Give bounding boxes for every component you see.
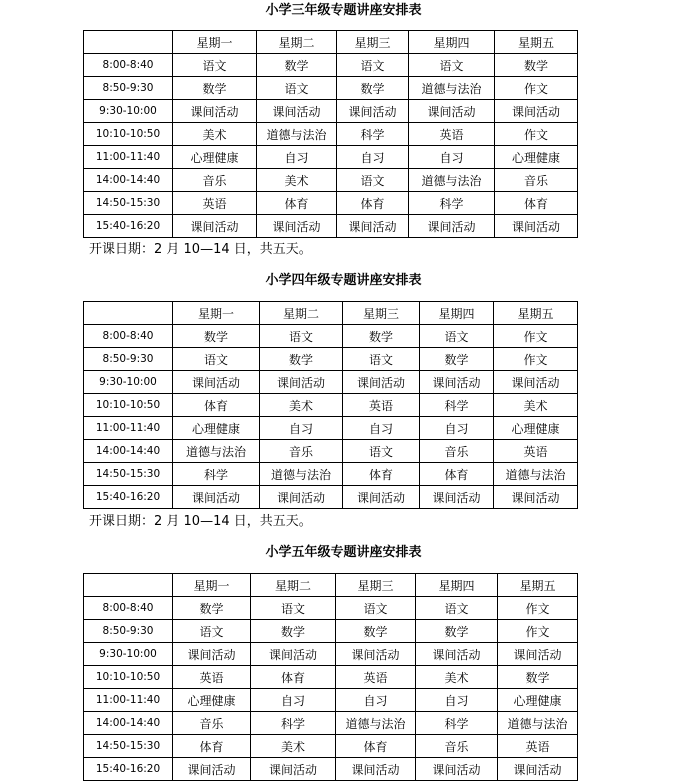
subject-cell: 体育	[495, 192, 578, 215]
table-title-grade4: 小学四年级专题讲座安排表	[265, 273, 422, 288]
subject-cell: 课间活动	[251, 758, 336, 781]
subject-cell: 自习	[260, 417, 343, 440]
header-day: 星期二	[260, 302, 343, 325]
subject-cell: 心理健康	[494, 417, 578, 440]
subject-cell: 作文	[498, 597, 578, 620]
subject-cell: 体育	[337, 192, 409, 215]
subject-cell: 语文	[337, 54, 409, 77]
subject-cell: 自习	[336, 689, 416, 712]
subject-cell: 数学	[337, 77, 409, 100]
subject-cell: 语文	[251, 597, 336, 620]
subject-cell: 作文	[495, 123, 578, 146]
subject-cell: 课间活动	[494, 486, 578, 509]
subject-cell: 体育	[336, 735, 416, 758]
time-cell: 14:50-15:30	[84, 192, 173, 215]
time-cell: 15:40-16:20	[84, 486, 173, 509]
subject-cell: 美术	[257, 169, 337, 192]
subject-cell: 自习	[251, 689, 336, 712]
subject-cell: 语文	[343, 348, 420, 371]
subject-cell: 道德与法治	[336, 712, 416, 735]
time-cell: 15:40-16:20	[84, 215, 173, 238]
subject-cell: 音乐	[416, 735, 498, 758]
table-row	[84, 417, 578, 440]
subject-cell: 音乐	[260, 440, 343, 463]
header-day: 星期一	[173, 31, 257, 54]
schedule-table-grade5	[83, 573, 578, 781]
subject-cell: 体育	[251, 666, 336, 689]
subject-cell: 课间活动	[420, 371, 494, 394]
table-row	[84, 666, 578, 689]
subject-cell: 课间活动	[336, 758, 416, 781]
table-row	[84, 643, 578, 666]
subject-cell: 课间活动	[257, 100, 337, 123]
subject-cell: 道德与法治	[409, 169, 495, 192]
subject-cell: 心理健康	[173, 146, 257, 169]
time-cell: 9:30-10:00	[84, 643, 173, 666]
subject-cell: 自习	[257, 146, 337, 169]
subject-cell: 课间活动	[173, 758, 251, 781]
subject-cell: 数学	[257, 54, 337, 77]
subject-cell: 美术	[251, 735, 336, 758]
table-row	[84, 620, 578, 643]
subject-cell: 音乐	[495, 169, 578, 192]
time-cell: 8:50-9:30	[84, 348, 173, 371]
time-cell: 15:40-16:20	[84, 758, 173, 781]
course-date-note: 开课日期：2 月 10—14 日，共五天。	[89, 514, 312, 529]
subject-cell: 语文	[343, 440, 420, 463]
header-corner	[84, 574, 173, 597]
table-title-grade5: 小学五年级专题讲座安排表	[265, 545, 422, 560]
table-title-grade3: 小学三年级专题讲座安排表	[265, 3, 422, 18]
subject-cell: 课间活动	[495, 215, 578, 238]
time-cell: 11:00-11:40	[84, 146, 173, 169]
header-corner	[84, 302, 173, 325]
time-cell: 14:00-14:40	[84, 712, 173, 735]
time-cell: 11:00-11:40	[84, 689, 173, 712]
subject-cell: 课间活动	[343, 371, 420, 394]
table-row	[84, 486, 578, 509]
time-cell: 14:50-15:30	[84, 735, 173, 758]
subject-cell: 课间活动	[260, 371, 343, 394]
subject-cell: 美术	[494, 394, 578, 417]
subject-cell: 课间活动	[416, 758, 498, 781]
subject-cell: 语文	[257, 77, 337, 100]
subject-cell: 美术	[416, 666, 498, 689]
header-day: 星期三	[343, 302, 420, 325]
subject-cell: 课间活动	[173, 100, 257, 123]
header-day: 星期三	[337, 31, 409, 54]
subject-cell: 课间活动	[337, 100, 409, 123]
time-cell: 14:00-14:40	[84, 440, 173, 463]
header-day: 星期二	[251, 574, 336, 597]
subject-cell: 自习	[420, 417, 494, 440]
subject-cell: 体育	[257, 192, 337, 215]
subject-cell: 体育	[173, 394, 260, 417]
subject-cell: 音乐	[173, 712, 251, 735]
subject-cell: 道德与法治	[260, 463, 343, 486]
subject-cell: 数学	[416, 620, 498, 643]
subject-cell: 科学	[173, 463, 260, 486]
subject-cell: 自习	[343, 417, 420, 440]
subject-cell: 课间活动	[173, 371, 260, 394]
table-row	[84, 371, 578, 394]
subject-cell: 课间活动	[251, 643, 336, 666]
time-cell: 8:00-8:40	[84, 325, 173, 348]
subject-cell: 自习	[416, 689, 498, 712]
subject-cell: 作文	[495, 77, 578, 100]
table-row	[84, 394, 578, 417]
subject-cell: 道德与法治	[409, 77, 495, 100]
time-cell: 10:10-10:50	[84, 394, 173, 417]
table-row	[84, 597, 578, 620]
header-day: 星期三	[336, 574, 416, 597]
table-header-row	[84, 31, 578, 54]
subject-cell: 英语	[409, 123, 495, 146]
subject-cell: 语文	[173, 620, 251, 643]
subject-cell: 语文	[416, 597, 498, 620]
table-row	[84, 689, 578, 712]
subject-cell: 数学	[173, 325, 260, 348]
subject-cell: 课间活动	[495, 100, 578, 123]
table-row	[84, 169, 578, 192]
table-row	[84, 192, 578, 215]
subject-cell: 数学	[260, 348, 343, 371]
subject-cell: 数学	[173, 597, 251, 620]
subject-cell: 语文	[420, 325, 494, 348]
subject-cell: 课间活动	[257, 215, 337, 238]
time-cell: 10:10-10:50	[84, 123, 173, 146]
subject-cell: 英语	[343, 394, 420, 417]
subject-cell: 数学	[420, 348, 494, 371]
course-date-note: 开课日期：2 月 10—14 日，共五天。	[89, 242, 312, 257]
time-cell: 10:10-10:50	[84, 666, 173, 689]
subject-cell: 课间活动	[173, 643, 251, 666]
subject-cell: 体育	[420, 463, 494, 486]
subject-cell: 道德与法治	[257, 123, 337, 146]
subject-cell: 课间活动	[498, 643, 578, 666]
subject-cell: 自习	[337, 146, 409, 169]
time-cell: 8:50-9:30	[84, 620, 173, 643]
table-row	[84, 54, 578, 77]
subject-cell: 自习	[409, 146, 495, 169]
subject-cell: 数学	[495, 54, 578, 77]
time-cell: 9:30-10:00	[84, 100, 173, 123]
subject-cell: 课间活动	[260, 486, 343, 509]
subject-cell: 语文	[336, 597, 416, 620]
subject-cell: 科学	[416, 712, 498, 735]
subject-cell: 道德与法治	[173, 440, 260, 463]
subject-cell: 课间活动	[343, 486, 420, 509]
subject-cell: 科学	[409, 192, 495, 215]
header-day: 星期一	[173, 302, 260, 325]
subject-cell: 课间活动	[173, 215, 257, 238]
table-row	[84, 77, 578, 100]
subject-cell: 作文	[498, 620, 578, 643]
subject-cell: 语文	[409, 54, 495, 77]
header-day: 星期四	[420, 302, 494, 325]
subject-cell: 课间活动	[494, 371, 578, 394]
subject-cell: 科学	[337, 123, 409, 146]
header-corner	[84, 31, 173, 54]
subject-cell: 语文	[173, 54, 257, 77]
subject-cell: 课间活动	[498, 758, 578, 781]
table-row	[84, 146, 578, 169]
subject-cell: 课间活动	[416, 643, 498, 666]
subject-cell: 数学	[498, 666, 578, 689]
schedule-table-grade4	[83, 301, 578, 509]
time-cell: 8:00-8:40	[84, 54, 173, 77]
table-row	[84, 463, 578, 486]
subject-cell: 课间活动	[336, 643, 416, 666]
time-cell: 9:30-10:00	[84, 371, 173, 394]
subject-cell: 作文	[494, 325, 578, 348]
table-header-row	[84, 574, 578, 597]
subject-cell: 心理健康	[173, 417, 260, 440]
header-day: 星期二	[257, 31, 337, 54]
subject-cell: 英语	[336, 666, 416, 689]
subject-cell: 体育	[173, 735, 251, 758]
time-cell: 8:50-9:30	[84, 77, 173, 100]
subject-cell: 英语	[498, 735, 578, 758]
time-cell: 14:50-15:30	[84, 463, 173, 486]
time-cell: 8:00-8:40	[84, 597, 173, 620]
table-row	[84, 758, 578, 781]
subject-cell: 道德与法治	[494, 463, 578, 486]
subject-cell: 数学	[343, 325, 420, 348]
subject-cell: 美术	[260, 394, 343, 417]
subject-cell: 美术	[173, 123, 257, 146]
header-day: 星期五	[494, 302, 578, 325]
subject-cell: 音乐	[173, 169, 257, 192]
subject-cell: 数学	[173, 77, 257, 100]
table-row	[84, 440, 578, 463]
subject-cell: 数学	[251, 620, 336, 643]
time-cell: 14:00-14:40	[84, 169, 173, 192]
table-header-row	[84, 302, 578, 325]
time-cell: 11:00-11:40	[84, 417, 173, 440]
subject-cell: 课间活动	[337, 215, 409, 238]
subject-cell: 道德与法治	[498, 712, 578, 735]
header-day: 星期五	[495, 31, 578, 54]
subject-cell: 英语	[173, 666, 251, 689]
subject-cell: 语文	[173, 348, 260, 371]
subject-cell: 作文	[494, 348, 578, 371]
table-row	[84, 100, 578, 123]
table-row	[84, 325, 578, 348]
subject-cell: 科学	[420, 394, 494, 417]
subject-cell: 音乐	[420, 440, 494, 463]
header-day: 星期五	[498, 574, 578, 597]
subject-cell: 英语	[173, 192, 257, 215]
header-day: 星期一	[173, 574, 251, 597]
subject-cell: 语文	[260, 325, 343, 348]
subject-cell: 体育	[343, 463, 420, 486]
subject-cell: 课间活动	[420, 486, 494, 509]
subject-cell: 数学	[336, 620, 416, 643]
subject-cell: 课间活动	[173, 486, 260, 509]
header-day: 星期四	[409, 31, 495, 54]
subject-cell: 课间活动	[409, 100, 495, 123]
header-day: 星期四	[416, 574, 498, 597]
table-row	[84, 215, 578, 238]
subject-cell: 心理健康	[495, 146, 578, 169]
schedule-table-grade3	[83, 30, 578, 238]
subject-cell: 课间活动	[409, 215, 495, 238]
subject-cell: 心理健康	[498, 689, 578, 712]
table-row	[84, 123, 578, 146]
subject-cell: 心理健康	[173, 689, 251, 712]
table-row	[84, 735, 578, 758]
subject-cell: 英语	[494, 440, 578, 463]
subject-cell: 语文	[337, 169, 409, 192]
subject-cell: 科学	[251, 712, 336, 735]
table-row	[84, 348, 578, 371]
table-row	[84, 712, 578, 735]
